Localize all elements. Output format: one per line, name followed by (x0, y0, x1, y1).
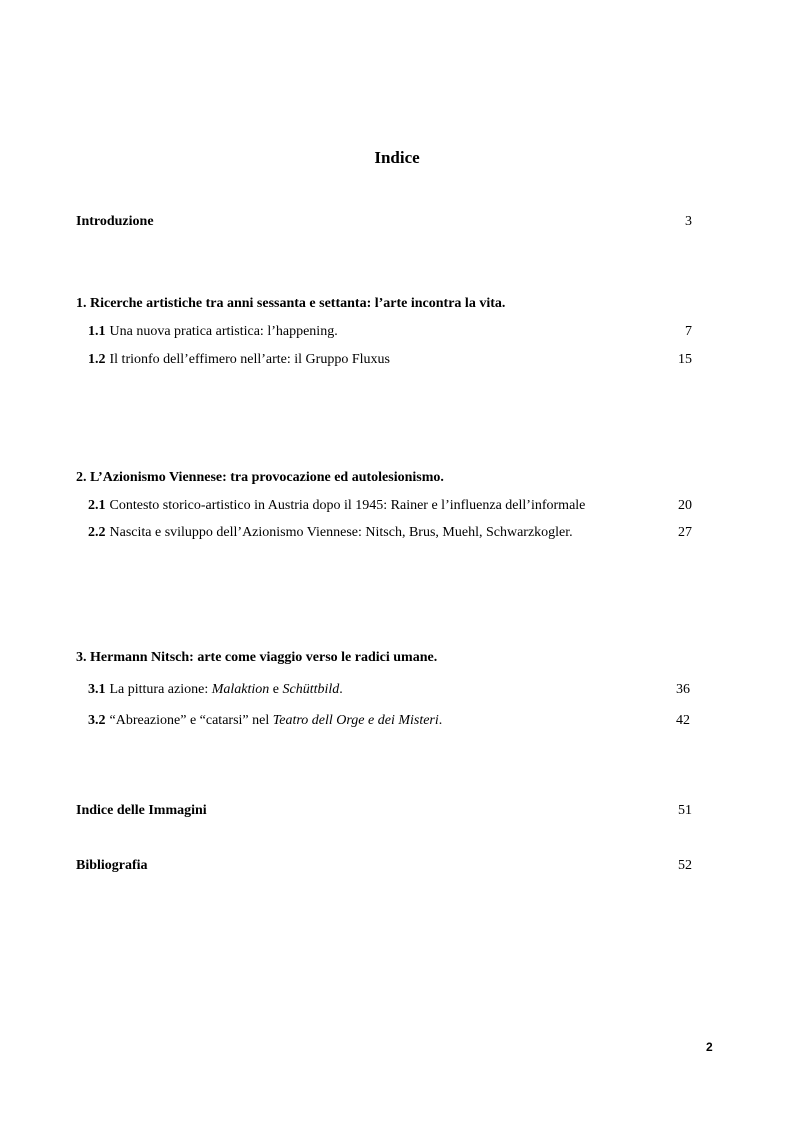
toc-entry-label (88, 523, 573, 543)
toc-chapter-label: 2. L’Azionismo Viennese: tra provocazione ed autolesionismo. (76, 470, 444, 485)
toc-entry-label (88, 680, 343, 700)
toc-entry-title: Nascita e sviluppo dell’Azionismo Viennese: Nitsch, Brus, Muehl, Schwarzkogler. (109, 525, 573, 540)
toc-entry-title-italic: Schüttbild (282, 682, 340, 697)
toc-entry-page: 27 (678, 525, 692, 540)
toc-entry-3-1[interactable] (76, 680, 692, 700)
toc-entry-2-2[interactable] (76, 523, 692, 543)
toc-entry-title-part: e (272, 682, 279, 697)
toc-entry-page: 15 (678, 352, 692, 367)
toc-entry-page: 42 (676, 713, 690, 728)
toc-entry-page: 7 (685, 324, 692, 339)
toc-entry-1-2[interactable] (76, 350, 692, 370)
toc-entry-bibliography[interactable] (76, 856, 692, 876)
page-title: Indice (374, 148, 420, 167)
toc-entry-number: 1.2 (88, 352, 106, 367)
toc-chapter-label: 3. Hermann Nitsch: arte come viaggio verso le radici umane. (76, 650, 438, 665)
toc-entry-label (88, 350, 390, 370)
toc-chapter-1-heading[interactable] (76, 294, 692, 314)
toc-entry-page: 51 (678, 803, 692, 818)
toc-entry-label: Bibliografia (76, 858, 148, 873)
toc-entry-images-index[interactable] (76, 801, 692, 821)
toc-chapter-2-heading[interactable] (76, 468, 692, 488)
page-number: 2 (706, 1040, 713, 1054)
toc-entry-title-italic: Teatro dell Orge e dei Misteri (272, 713, 439, 728)
toc-entry-label (88, 322, 338, 342)
toc-entry-title-part: . (438, 713, 443, 728)
toc-entry-label (88, 496, 585, 516)
toc-entry-title-part: “Abreazione” e “catarsi” nel (109, 713, 270, 728)
toc-entry-introduction[interactable] (76, 212, 692, 232)
toc-entry-number: 3.2 (88, 713, 106, 728)
toc-entry-label: Indice delle Immagini (76, 803, 207, 818)
toc-entry-number: 1.1 (88, 324, 106, 339)
toc-entry-1-1[interactable] (76, 322, 692, 342)
toc-entry-page: 36 (676, 682, 690, 697)
toc-chapter-3-heading[interactable] (76, 648, 692, 668)
toc-entry-number: 3.1 (88, 682, 106, 697)
toc-entry-title: Una nuova pratica artistica: l’happening. (109, 324, 338, 339)
toc-entry-label (88, 711, 442, 731)
toc-entry-3-2[interactable] (76, 711, 692, 731)
toc-entry-title: Contesto storico-artistico in Austria dopo il 1945: Rainer e l’influenza dell’informale (109, 498, 586, 513)
toc-entry-title-part: La pittura azione: (109, 682, 209, 697)
toc-entry-page: 3 (685, 214, 692, 229)
toc-entry-title: Il trionfo dell’effimero nell’arte: il Gruppo Fluxus (109, 352, 390, 367)
toc-entry-page: 52 (678, 858, 692, 873)
toc-entry-label: Introduzione (76, 214, 154, 229)
toc-entry-number: 2.2 (88, 525, 106, 540)
toc-entry-2-1[interactable] (76, 496, 692, 516)
toc-entry-title-part: . (339, 682, 343, 697)
toc-entry-title-italic: Malaktion (211, 682, 270, 697)
toc-chapter-label: 1. Ricerche artistiche tra anni sessanta e settanta: l’arte incontra la vita. (76, 296, 506, 311)
toc-entry-number: 2.1 (88, 498, 106, 513)
toc-entry-page: 20 (678, 498, 692, 513)
